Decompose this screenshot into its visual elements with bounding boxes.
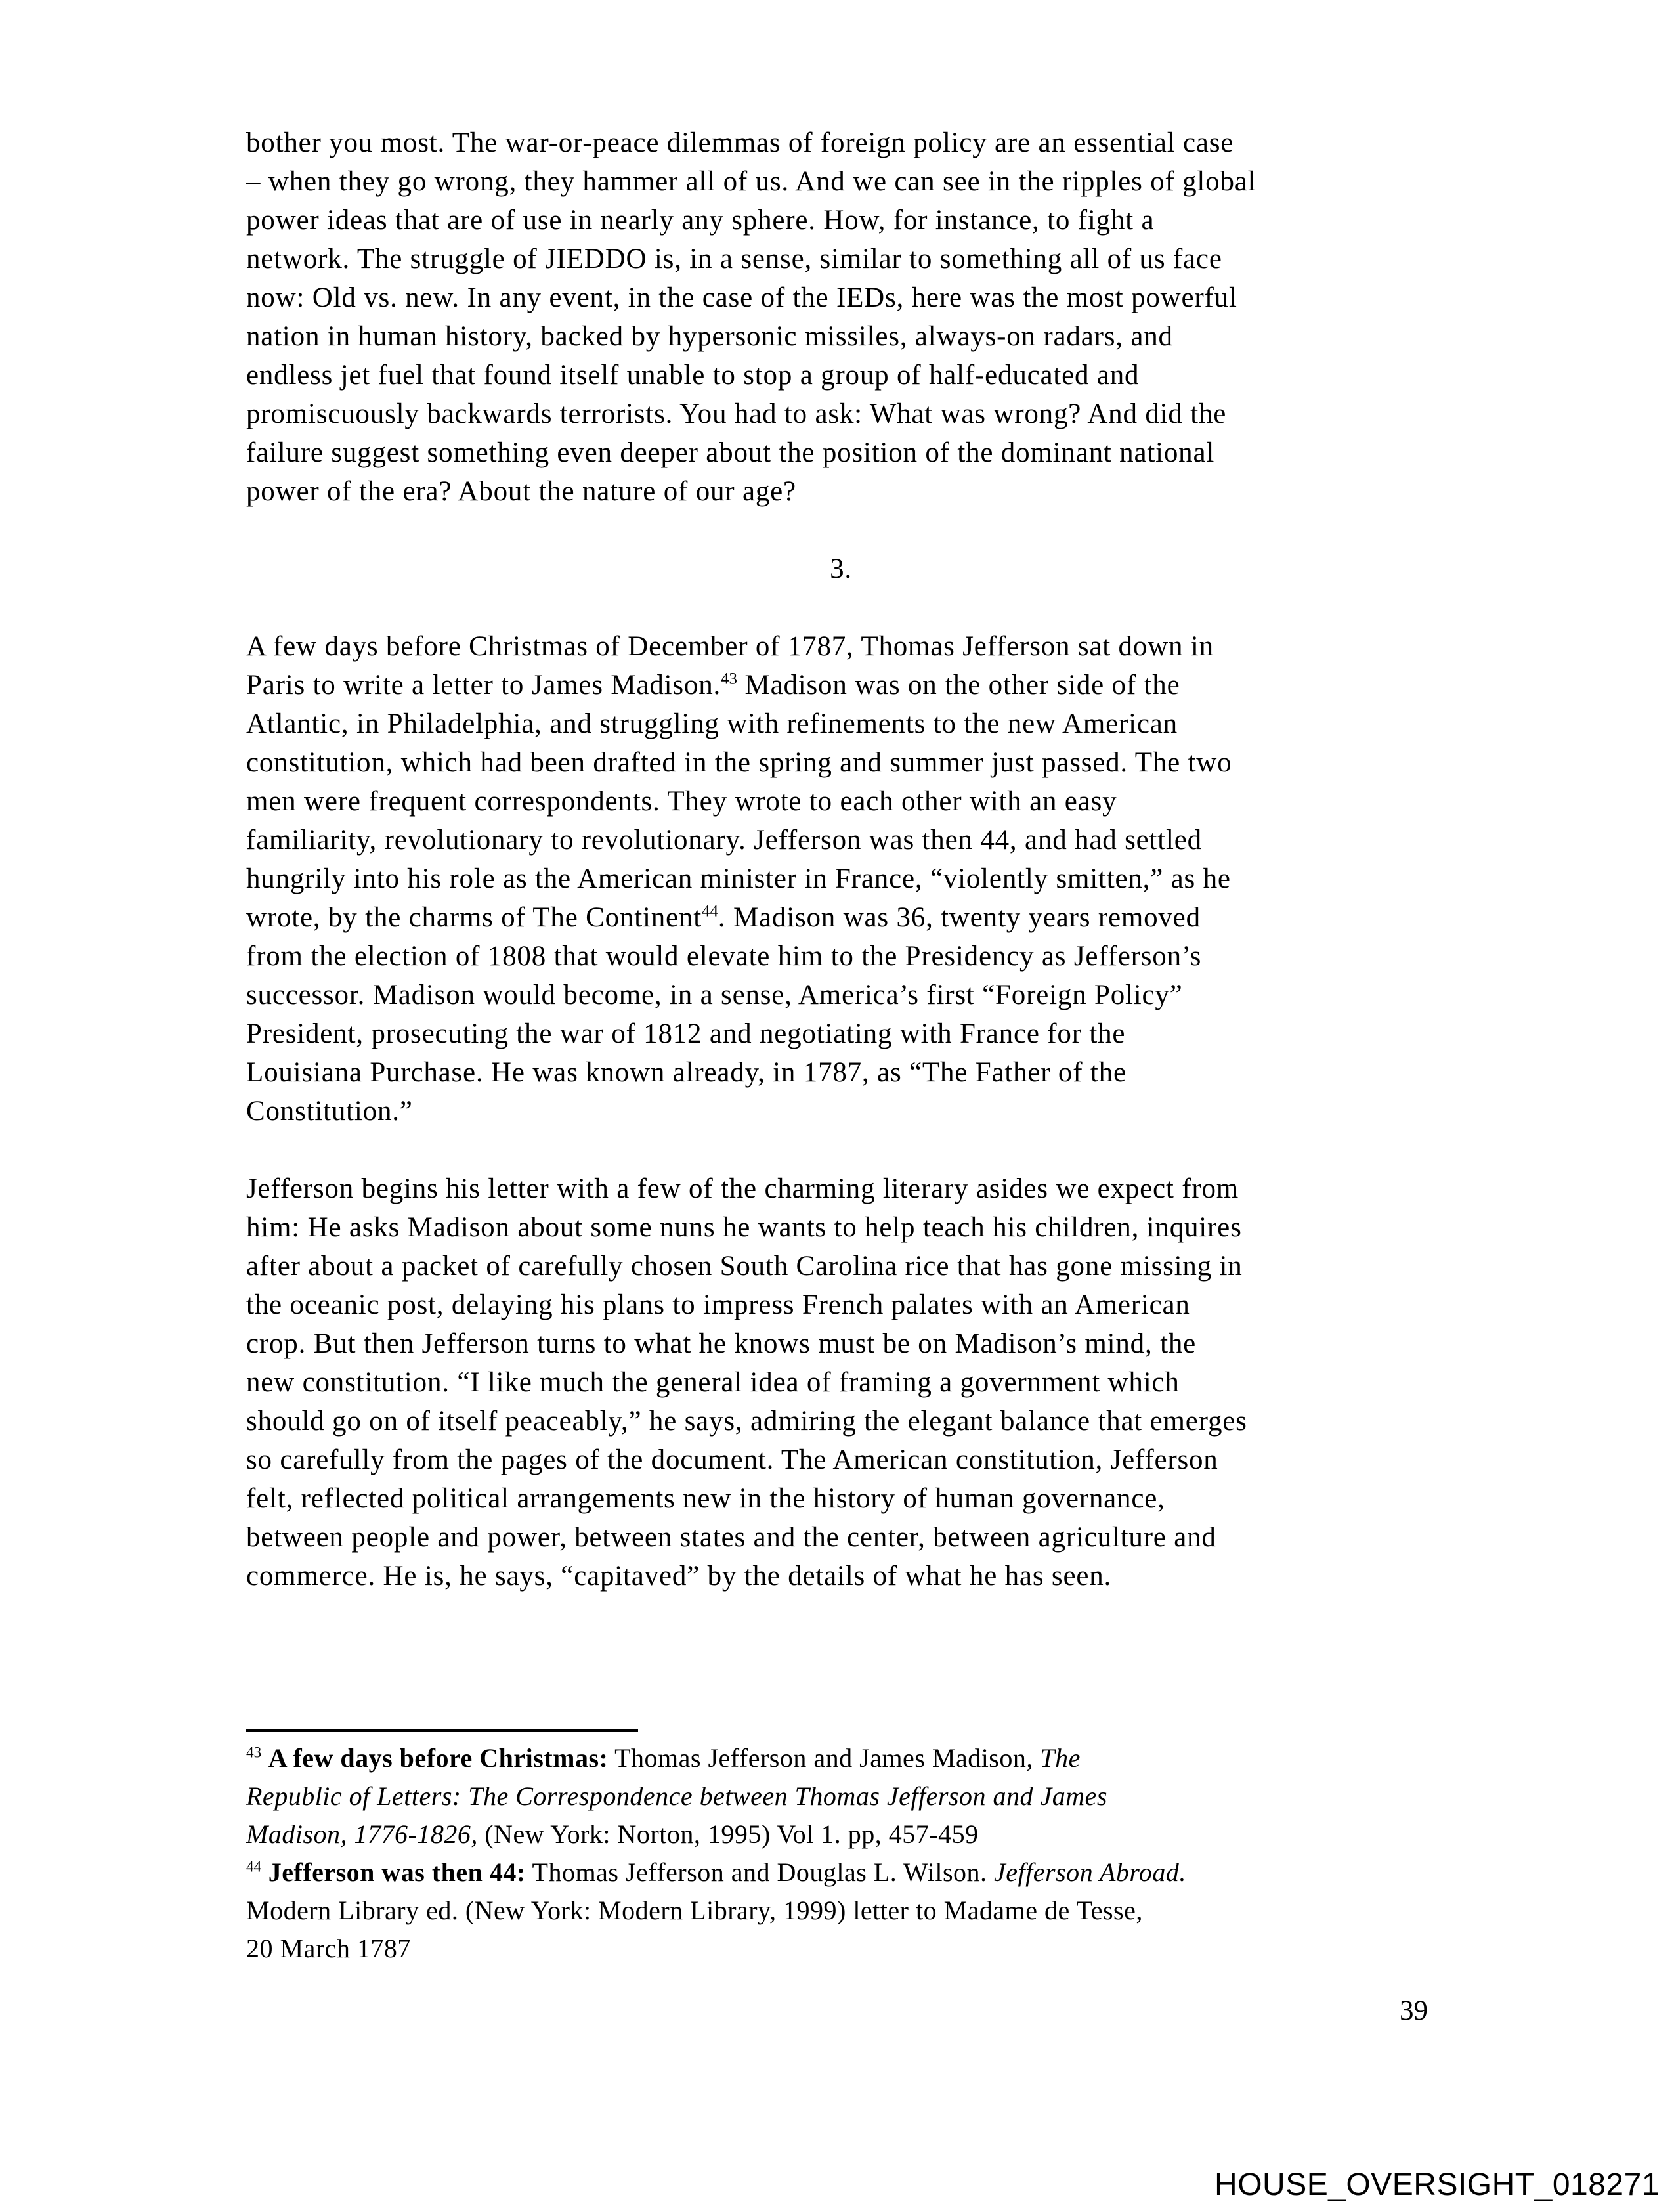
text-segment: crop. But then Jefferson turns to what he knows must be on Madison’s mind, the bbox=[246, 1328, 1197, 1359]
text-line bbox=[246, 433, 1436, 472]
text-segment: Atlantic, in Philadelphia, and struggling with refinements to the new American bbox=[246, 708, 1178, 739]
text-segment: constitution, which had been drafted in the spring and summer just passed. The two bbox=[246, 747, 1232, 778]
text-line bbox=[246, 627, 1436, 666]
text-segment: A few days before Christmas of December of 1787, Thomas Jefferson sat down in bbox=[246, 631, 1214, 662]
text-segment: men were frequent correspondents. They wrote to each other with an easy bbox=[246, 786, 1117, 817]
text-segment: Jefferson begins his letter with a few of the charming literary asides we expect from bbox=[246, 1173, 1239, 1204]
text-line bbox=[246, 1402, 1436, 1441]
text-segment: (New York: Norton, 1995) Vol 1. pp, 457-459 bbox=[477, 1819, 979, 1849]
document-body bbox=[246, 123, 1436, 1634]
bold-text: A few days before Christmas: bbox=[268, 1743, 609, 1773]
paragraph-continuation bbox=[246, 123, 1436, 511]
text-line bbox=[246, 356, 1436, 395]
text-line bbox=[246, 1208, 1436, 1247]
text-line bbox=[246, 1892, 1436, 1930]
text-segment bbox=[261, 1857, 268, 1887]
text-segment: commerce. He is, he says, “capitaved” by the details of what he has seen. bbox=[246, 1561, 1112, 1592]
paragraph-jefferson-letter bbox=[246, 627, 1436, 1131]
text-segment: . Madison was 36, twenty years removed bbox=[718, 902, 1201, 933]
text-line bbox=[246, 1053, 1436, 1092]
footnote-44 bbox=[246, 1854, 1436, 1968]
text-line bbox=[246, 1854, 1436, 1892]
text-line bbox=[246, 1092, 1436, 1131]
footnote-43 bbox=[246, 1739, 1436, 1854]
text-segment: 3. bbox=[830, 553, 852, 584]
footnote-reference-superscript: 44 bbox=[701, 902, 718, 921]
text-segment: him: He asks Madison about some nuns he wants to help teach his children, inquires bbox=[246, 1212, 1242, 1243]
text-segment: after about a packet of carefully chosen South Carolina rice that has gone missing in bbox=[246, 1251, 1243, 1282]
text-line bbox=[246, 1518, 1436, 1557]
text-segment: nation in human history, backed by hypersonic missiles, always-on radars, and bbox=[246, 321, 1173, 352]
text-segment: bother you most. The war-or-peace dilemmas of foreign policy are an essential case bbox=[246, 127, 1234, 158]
text-line bbox=[246, 1557, 1436, 1595]
text-segment: felt, reflected political arrangements new in the history of human governance, bbox=[246, 1483, 1165, 1514]
italic-text: The bbox=[1040, 1743, 1081, 1773]
text-line bbox=[246, 821, 1436, 859]
text-line bbox=[246, 1247, 1436, 1286]
text-segment: – when they go wrong, they hammer all of us. And we can see in the ripples of global bbox=[246, 166, 1256, 197]
text-segment: from the election of 1808 that would elevate him to the Presidency as Jefferson’s bbox=[246, 941, 1202, 972]
text-line bbox=[246, 1441, 1436, 1479]
text-line bbox=[246, 1815, 1436, 1854]
text-line bbox=[246, 782, 1436, 821]
text-line bbox=[246, 666, 1436, 705]
footnote-separator bbox=[246, 1729, 638, 1732]
text-segment: network. The struggle of JIEDDO is, in a sense, similar to something all of us face bbox=[246, 244, 1222, 274]
text-line bbox=[246, 1324, 1436, 1363]
italic-text: Jefferson Abroad. bbox=[994, 1857, 1186, 1887]
text-line bbox=[246, 898, 1436, 937]
text-segment: Constitution.” bbox=[246, 1096, 413, 1127]
italic-text: Madison, 1776-1826, bbox=[246, 1819, 478, 1849]
text-segment: failure suggest something even deeper about the position of the dominant national bbox=[246, 437, 1215, 468]
text-segment: Louisiana Purchase. He was known already, in 1787, as “The Father of the bbox=[246, 1057, 1127, 1088]
paragraph-letter-contents bbox=[246, 1169, 1436, 1595]
text-segment: Thomas Jefferson and Douglas L. Wilson. bbox=[525, 1857, 995, 1887]
text-segment: now: Old vs. new. In any event, in the case of the IEDs, here was the most powerful bbox=[246, 282, 1237, 313]
text-line bbox=[246, 472, 1436, 511]
text-segment: Madison was on the other side of the bbox=[737, 670, 1180, 701]
text-segment: 20 March 1787 bbox=[246, 1934, 411, 1963]
footnote-reference-superscript: 43 bbox=[721, 670, 737, 688]
text-line bbox=[246, 395, 1436, 433]
text-segment bbox=[261, 1743, 268, 1773]
text-line bbox=[246, 976, 1436, 1014]
text-segment: familiarity, revolutionary to revolutionary. Jefferson was then 44, and had settled bbox=[246, 825, 1202, 856]
text-line bbox=[246, 743, 1436, 782]
italic-text: Republic of Letters: The Correspondence between Thomas Jefferson and James bbox=[246, 1781, 1107, 1811]
text-line bbox=[246, 1363, 1436, 1402]
text-segment: so carefully from the pages of the document. The American constitution, Jefferson bbox=[246, 1444, 1218, 1475]
text-segment: Modern Library ed. (New York: Modern Library, 1999) letter to Madame de Tesse, bbox=[246, 1896, 1143, 1925]
text-line bbox=[246, 1286, 1436, 1324]
text-line bbox=[246, 317, 1436, 356]
text-line bbox=[246, 859, 1436, 898]
text-line bbox=[246, 1014, 1436, 1053]
text-segment: Paris to write a letter to James Madison. bbox=[246, 670, 721, 701]
text-segment: Thomas Jefferson and James Madison, bbox=[608, 1743, 1041, 1773]
section-number bbox=[246, 550, 1436, 588]
text-line bbox=[246, 1777, 1436, 1815]
text-line bbox=[246, 240, 1436, 278]
text-segment: promiscuously backwards terrorists. You had to ask: What was wrong? And did the bbox=[246, 399, 1227, 429]
text-line bbox=[246, 278, 1436, 317]
text-line bbox=[246, 1930, 1436, 1968]
text-segment: President, prosecuting the war of 1812 and negotiating with France for the bbox=[246, 1018, 1126, 1049]
text-segment: new constitution. “I like much the general idea of framing a government which bbox=[246, 1367, 1180, 1398]
text-segment: endless jet fuel that found itself unable to stop a group of half-educated and bbox=[246, 360, 1140, 391]
text-line bbox=[246, 705, 1436, 743]
footnote-reference-superscript: 43 bbox=[246, 1744, 262, 1762]
text-segment: power ideas that are of use in nearly any sphere. How, for instance, to fight a bbox=[246, 205, 1155, 236]
footnotes-section bbox=[246, 1739, 1436, 1968]
page-number: 39 bbox=[1400, 1995, 1428, 2026]
text-segment: the oceanic post, delaying his plans to impress French palates with an American bbox=[246, 1290, 1190, 1320]
text-line bbox=[246, 1739, 1436, 1777]
text-segment: hungrily into his role as the American minister in France, “violently smitten,” as he bbox=[246, 863, 1231, 894]
bold-text: Jefferson was then 44: bbox=[268, 1857, 526, 1887]
text-line bbox=[246, 201, 1436, 240]
text-line bbox=[246, 1169, 1436, 1208]
text-line bbox=[246, 1479, 1436, 1518]
footnote-reference-superscript: 44 bbox=[246, 1858, 262, 1876]
text-segment: should go on of itself peaceably,” he says, admiring the elegant balance that emerges bbox=[246, 1406, 1247, 1437]
text-segment: wrote, by the charms of The Continent bbox=[246, 902, 702, 933]
text-line bbox=[246, 123, 1436, 162]
text-segment: power of the era? About the nature of our age? bbox=[246, 476, 796, 507]
text-line bbox=[246, 162, 1436, 201]
text-segment: between people and power, between states and the center, between agriculture and bbox=[246, 1522, 1216, 1553]
text-line bbox=[246, 937, 1436, 976]
text-segment: successor. Madison would become, in a sense, America’s first “Foreign Policy” bbox=[246, 980, 1183, 1010]
bates-stamp: HOUSE_OVERSIGHT_018271 bbox=[1214, 2167, 1660, 2202]
text-line bbox=[246, 550, 1436, 588]
